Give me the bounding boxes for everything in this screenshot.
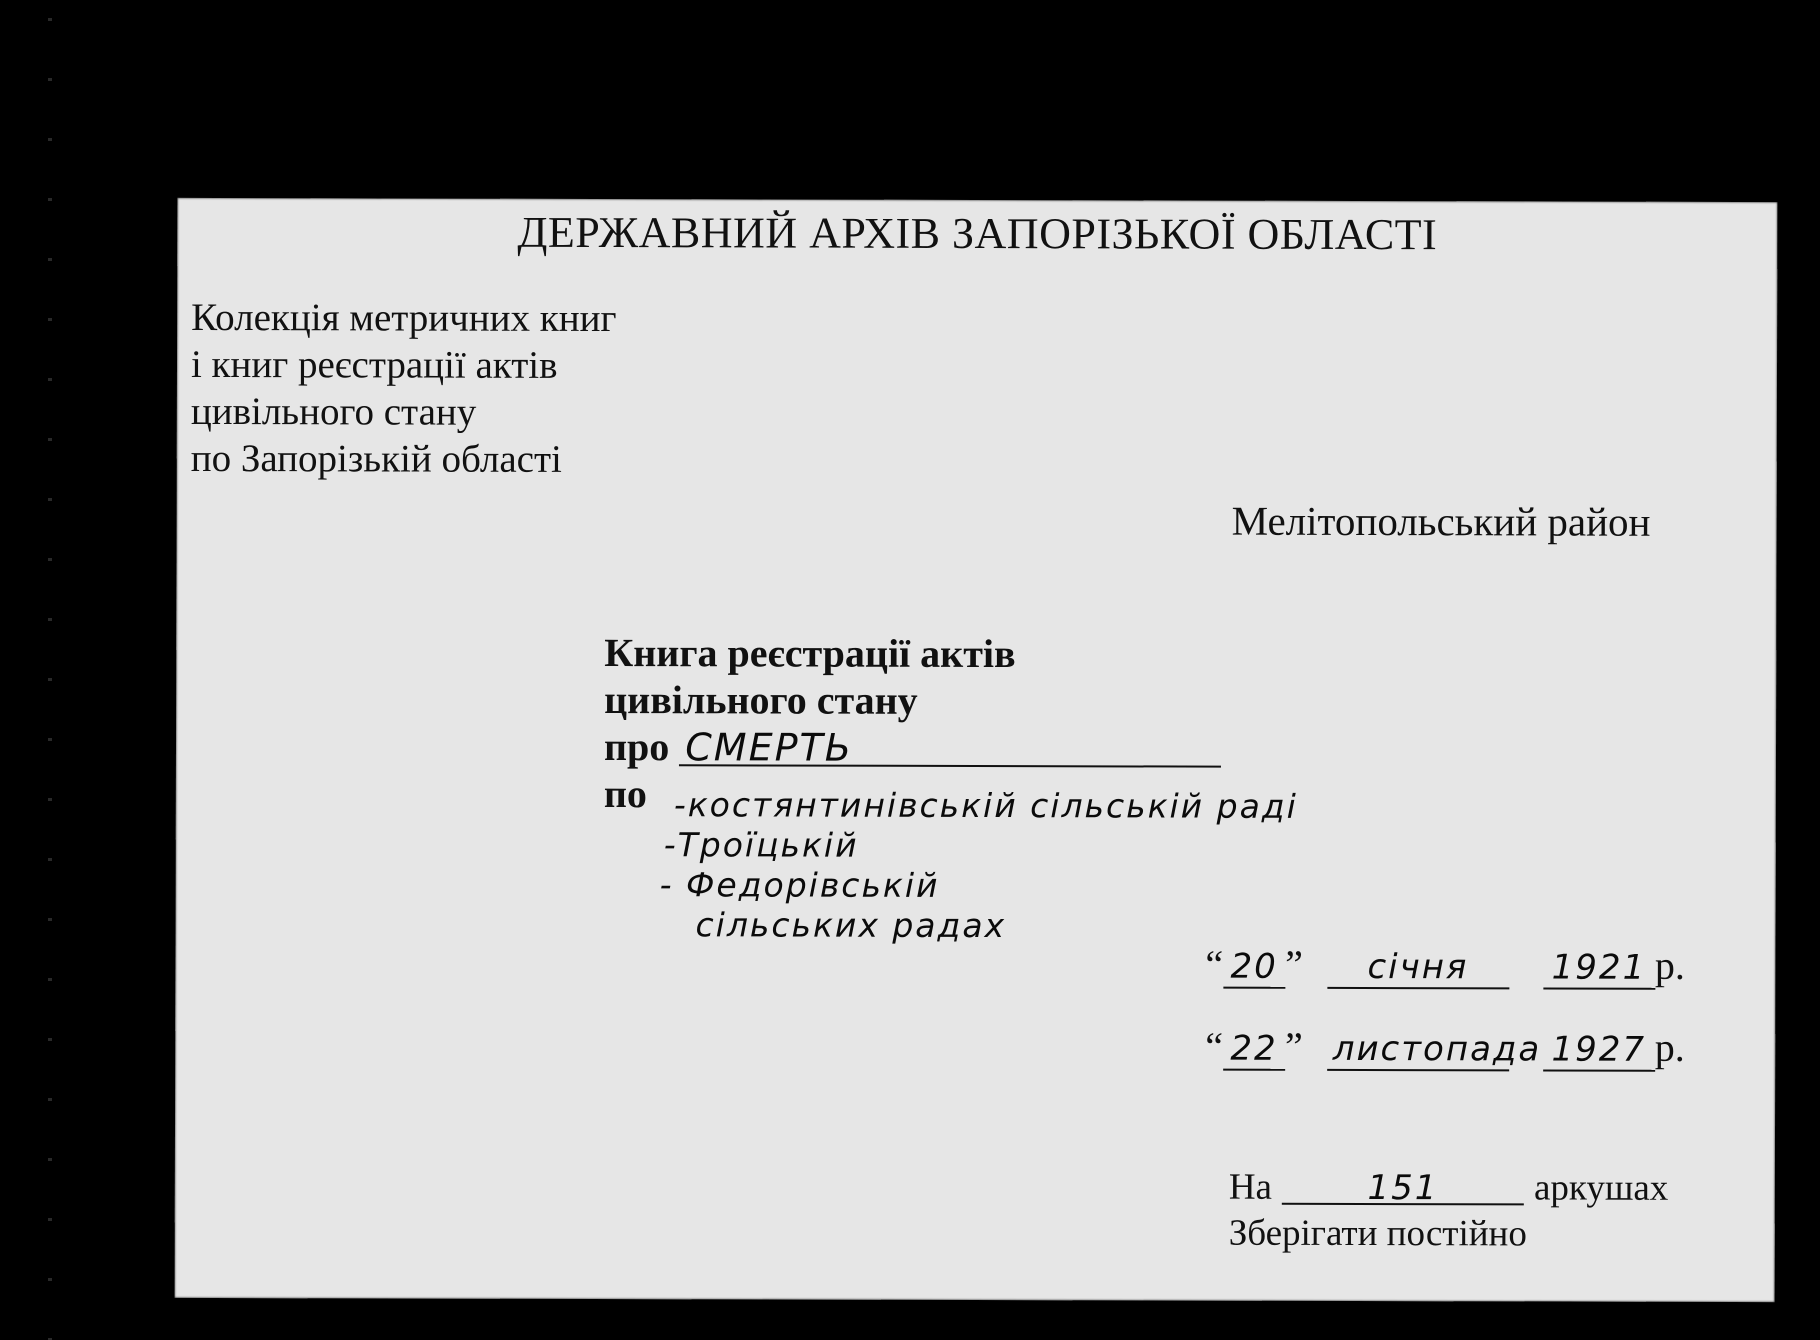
council-line: сільських радах xyxy=(695,905,1007,946)
collection-line: цивільного стану xyxy=(190,389,477,434)
date-range-block xyxy=(1205,941,1685,1106)
book-title-line: Книга реєстрації актів xyxy=(604,630,1016,677)
sheets-block xyxy=(1229,1165,1669,1258)
sheets-suffix: аркушах xyxy=(1533,1167,1669,1209)
by-label: по xyxy=(603,771,647,817)
year-suffix: р. xyxy=(1654,942,1686,988)
end-year: 1927 xyxy=(1543,1029,1655,1071)
sheets-count: 151 xyxy=(1282,1165,1524,1206)
district-name: Мелітопольський район xyxy=(1231,497,1651,545)
council-line: -костянтинівській сільській раді xyxy=(673,785,1298,826)
collection-block xyxy=(191,294,617,483)
start-year: 1921 xyxy=(1543,947,1655,989)
scan-edge-artifact xyxy=(48,0,52,1340)
councils-handwritten xyxy=(659,785,1298,947)
archive-title: ДЕРЖАВНИЙ АРХІВ ЗАПОРІЗЬКОЇ ОБЛАСТІ xyxy=(517,207,1438,260)
end-day: 22 xyxy=(1223,1029,1285,1071)
start-month: січня xyxy=(1327,947,1509,989)
end-month: листопада xyxy=(1327,1029,1509,1071)
collection-line: і книг реєстрації актів xyxy=(190,342,558,387)
storage-note: Зберігати постійно xyxy=(1228,1212,1527,1255)
open-quote: “ xyxy=(1205,1023,1224,1069)
collection-line: по Запорізькій області xyxy=(190,436,562,481)
end-date xyxy=(1205,1023,1685,1072)
close-quote: ” xyxy=(1285,941,1304,987)
about-value-handwritten: СМЕРТЬ xyxy=(679,724,1221,767)
about-label: про xyxy=(603,724,670,770)
sheets-row xyxy=(1229,1165,1669,1212)
collection-line: Колекція метричних книг xyxy=(191,295,617,341)
start-date xyxy=(1205,941,1685,990)
year-suffix: р. xyxy=(1654,1024,1685,1070)
sheets-prefix: На xyxy=(1228,1166,1273,1208)
book-title-line: цивільного стану xyxy=(604,677,918,723)
start-day: 20 xyxy=(1223,947,1285,989)
about-row xyxy=(604,723,1221,772)
open-quote: “ xyxy=(1205,941,1224,987)
council-line: - Федорівській xyxy=(659,865,940,905)
archive-cover-card xyxy=(175,198,1778,1302)
council-line: -Троїцькій xyxy=(663,825,859,865)
close-quote: ” xyxy=(1284,1023,1303,1069)
